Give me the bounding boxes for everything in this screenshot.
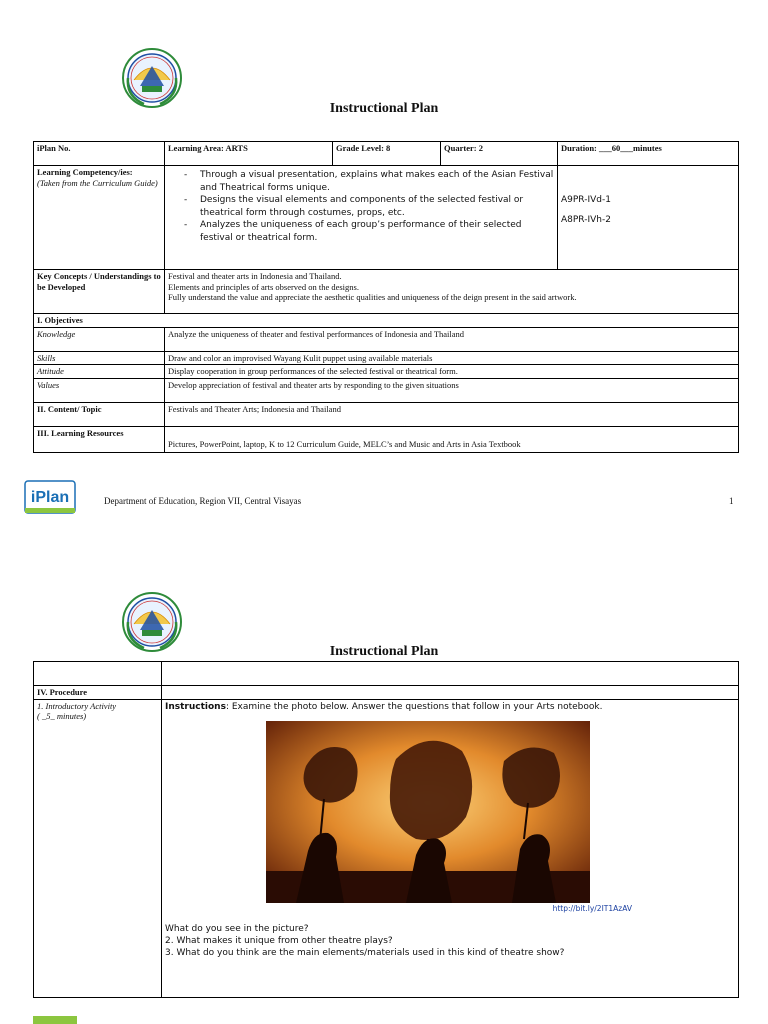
footer-department: Department of Education, Region VII, Central Visayas <box>104 496 302 506</box>
plan-table <box>33 141 739 453</box>
plan-header-row <box>34 142 739 166</box>
grade-level-cell: Grade Level: 8 <box>333 142 441 166</box>
competency-codes-cell <box>558 166 739 270</box>
attitude-label: Attitude <box>34 365 165 379</box>
objectives-heading: I. Objectives <box>34 314 739 328</box>
values-row <box>34 378 739 402</box>
knowledge-row <box>34 327 739 351</box>
content-label: II. Content/ Topic <box>34 402 165 426</box>
question-item: 2. What makes it unique from other theatre plays? <box>165 936 393 947</box>
iplan-logo-text: iPlan <box>30 489 70 506</box>
key-concepts-label: Key Concepts / Understandings to be Developed <box>34 270 165 314</box>
instructions-label: Instructions <box>165 701 226 712</box>
instructions <box>165 701 735 713</box>
page-title: Instructional Plan <box>329 644 439 659</box>
instructions-text: : Examine the photo below. Answer the questions that follow in your Arts notebook. <box>225 701 603 712</box>
wayang-kulit-photo <box>266 721 590 903</box>
key-concept-line: Festival and theater arts in Indonesia and Thailand. <box>168 271 342 281</box>
resources-row <box>34 426 739 452</box>
competency-code: A9PR-IVd-1 <box>561 195 611 205</box>
activity-label-cell <box>34 699 162 997</box>
next-page-logo-edge <box>33 1016 77 1024</box>
procedure-heading-row <box>34 686 739 700</box>
activity-content-cell <box>162 699 739 997</box>
question-item: What do you see in the picture? <box>165 924 309 935</box>
competencies-list-cell <box>165 166 558 270</box>
knowledge-label: Knowledge <box>34 327 165 351</box>
blank-cell <box>162 686 739 700</box>
competency-item: - Through a visual presentation, explains what makes each of the Asian Festival and Theatrical forms unique. <box>168 169 554 194</box>
values-label: Values <box>34 378 165 402</box>
blank-row <box>34 662 739 686</box>
questions-list <box>165 923 735 959</box>
iplan-logo <box>24 480 76 514</box>
page-footer <box>0 480 768 520</box>
key-concept-line: Elements and principles of arts observed on the designs. <box>168 281 359 292</box>
key-concepts-row <box>34 270 739 314</box>
attitude-value: Display cooperation in group performances of the selected festival or theatrical form. <box>165 365 739 379</box>
competency-code: A8PR-IVh-2 <box>561 215 611 226</box>
activity-duration: ( _5_ minutes) <box>37 711 87 722</box>
resources-label: III. Learning Resources <box>34 426 165 452</box>
photo-credit-link[interactable]: http://bit.ly/2IT1AzAV <box>552 903 632 913</box>
competencies-label-cell <box>34 166 165 270</box>
competency-item: - Designs the visual elements and components of the selected festival or theatrical form through costumes, props, etc. <box>168 194 554 219</box>
competencies-list <box>168 167 554 245</box>
competencies-sublabel: (Taken from the Curriculum Guide) <box>37 177 158 188</box>
knowledge-value: Analyze the uniqueness of theater and festival performances of Indonesia and Thailand <box>165 327 739 351</box>
blank-cell <box>34 662 162 686</box>
activity-label: 1. Introductory Activity <box>37 700 117 711</box>
competency-item: - Analyzes the uniqueness of each group’s performance of their selected festival or theatrical form. <box>168 219 554 244</box>
objectives-heading-row <box>34 314 739 328</box>
content-row <box>34 402 739 426</box>
iplan-number-cell: iPlan No. <box>34 142 165 166</box>
competencies-label: Learning Competency/ies: <box>37 167 133 177</box>
resources-cell <box>165 426 739 452</box>
resources-value: Pictures, PowerPoint, laptop, K to 12 Curriculum Guide, MELC’s and Music and Arts in Asia Textbook <box>168 438 521 449</box>
key-concepts-cell <box>165 270 739 314</box>
introductory-activity-row <box>34 699 739 997</box>
procedure-heading: IV. Procedure <box>34 686 162 700</box>
page-title: Instructional Plan <box>329 101 439 116</box>
deped-region-vii-seal <box>122 592 182 652</box>
page-number: 1 <box>729 496 734 506</box>
deped-region-vii-seal <box>122 48 182 108</box>
procedure-table <box>33 661 739 998</box>
skills-label: Skills <box>34 351 165 365</box>
content-value: Festivals and Theater Arts; Indonesia and Thailand <box>165 402 739 426</box>
attitude-row <box>34 365 739 379</box>
question-item: 3. What do you think are the main elements/materials used in this kind of theatre show? <box>165 948 565 959</box>
quarter-cell: Quarter: 2 <box>441 142 558 166</box>
skills-value: Draw and color an improvised Wayang Kulit puppet using available materials <box>165 351 739 365</box>
values-value: Develop appreciation of festival and theater arts by responding to the given situations <box>165 378 739 402</box>
blank-cell <box>162 662 739 686</box>
duration-cell: Duration: ___60___minutes <box>558 142 739 166</box>
learning-area-cell: Learning Area: ARTS <box>165 142 333 166</box>
key-concept-line: Fully understand the value and appreciate the aesthetic qualities and uniqueness of the deign present in the said artwork. <box>168 292 577 303</box>
competencies-row <box>34 166 739 270</box>
skills-row <box>34 351 739 365</box>
